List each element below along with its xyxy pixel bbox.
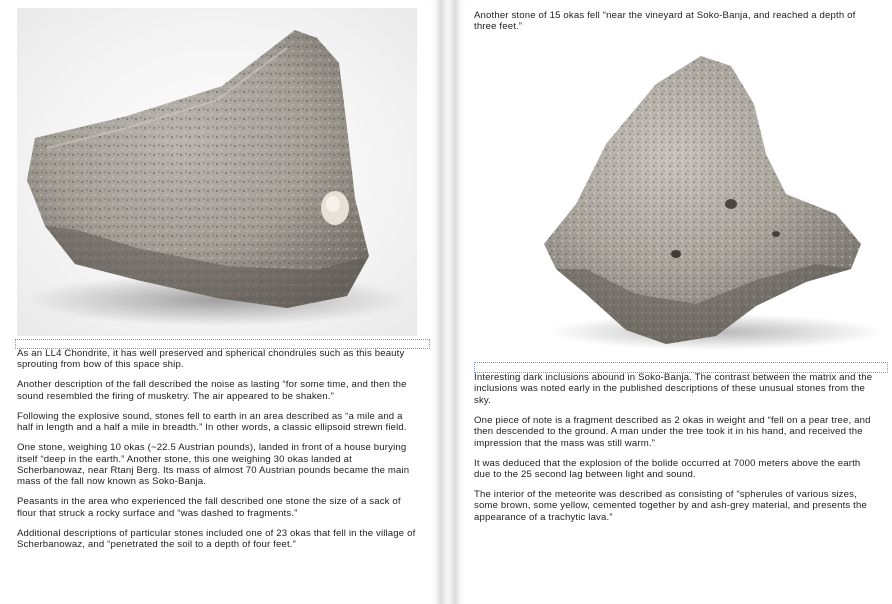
paragraph: Peasants in the area who experienced the fall described one stone the size of a sack of flour that struck a rocky surface and “was dashed to fragments.” (17, 496, 401, 519)
meteorite-fragment-photo (17, 8, 417, 336)
book-gutter (440, 0, 456, 604)
right-page (456, 0, 892, 604)
paragraph: Another description of the fall described the noise as lasting “for some time, and then the sound resembled the firing of musketry. The air appeared to be shaken.” (17, 379, 407, 402)
paragraph: One stone, weighing 10 okas (~22.5 Austrian pounds), landed in front of a house burying itself “deep in the earth.” Another stone, this one weighing 30 okas landed at Scherbanowaz, near Rtanj Berg. Its mass of almost 70 Austrian pounds became the main mass of the fall now known as Soko-Banja. (17, 442, 410, 488)
left-text-column (17, 348, 419, 559)
paragraph: Following the explosive sound, stones fell to earth in an area described as “a mile and a half in length and a half a mile in breadth.” In other words, a classic ellipsoid strewn field. (17, 410, 407, 434)
paragraph: The interior of the meteorite was described as consisting of “spherules of various sizes, some brown, some yellow, cemented together by and ash-grey material, and presents the appearance of a trachytic lava.” (474, 489, 867, 523)
paragraph: As an LL4 Chondrite, it has well preserved and spherical chondrules such as this beauty sprouting from bow of this space ship. (17, 348, 405, 371)
paragraph: Interesting dark inclusions abound in Soko-Banja. The contrast between the matrix and the inclusions was noted early in the published descriptions of these unusual stones from the sky. (474, 372, 873, 406)
paragraph: It was deduced that the explosion of the bolide occurred at 7000 meters above the earth due to the 25 second lag between light and sound. (474, 457, 861, 481)
right-top-text (474, 10, 874, 41)
paragraph: One piece of note is a fragment described as 2 okas in weight and “fell on a pear tree, and then descended to the ground. A man under the tree took it in his hand, and received the impression that the mass was still warm.” (474, 414, 871, 449)
meteorite-stone-photo (516, 44, 886, 356)
paragraph: Additional descriptions of particular stones included one of 23 okas that fell in the village of Scherbanowaz, and “penetrated the soil to a depth of four feet.” (17, 527, 416, 551)
rock-image-icon (17, 8, 417, 336)
rock-image-icon (516, 44, 886, 356)
right-text-column (474, 372, 874, 532)
left-page (0, 0, 440, 604)
paragraph: Another stone of 15 okas fell “near the vineyard at Soko-Banja, and reached a depth of three feet.” (474, 10, 856, 33)
